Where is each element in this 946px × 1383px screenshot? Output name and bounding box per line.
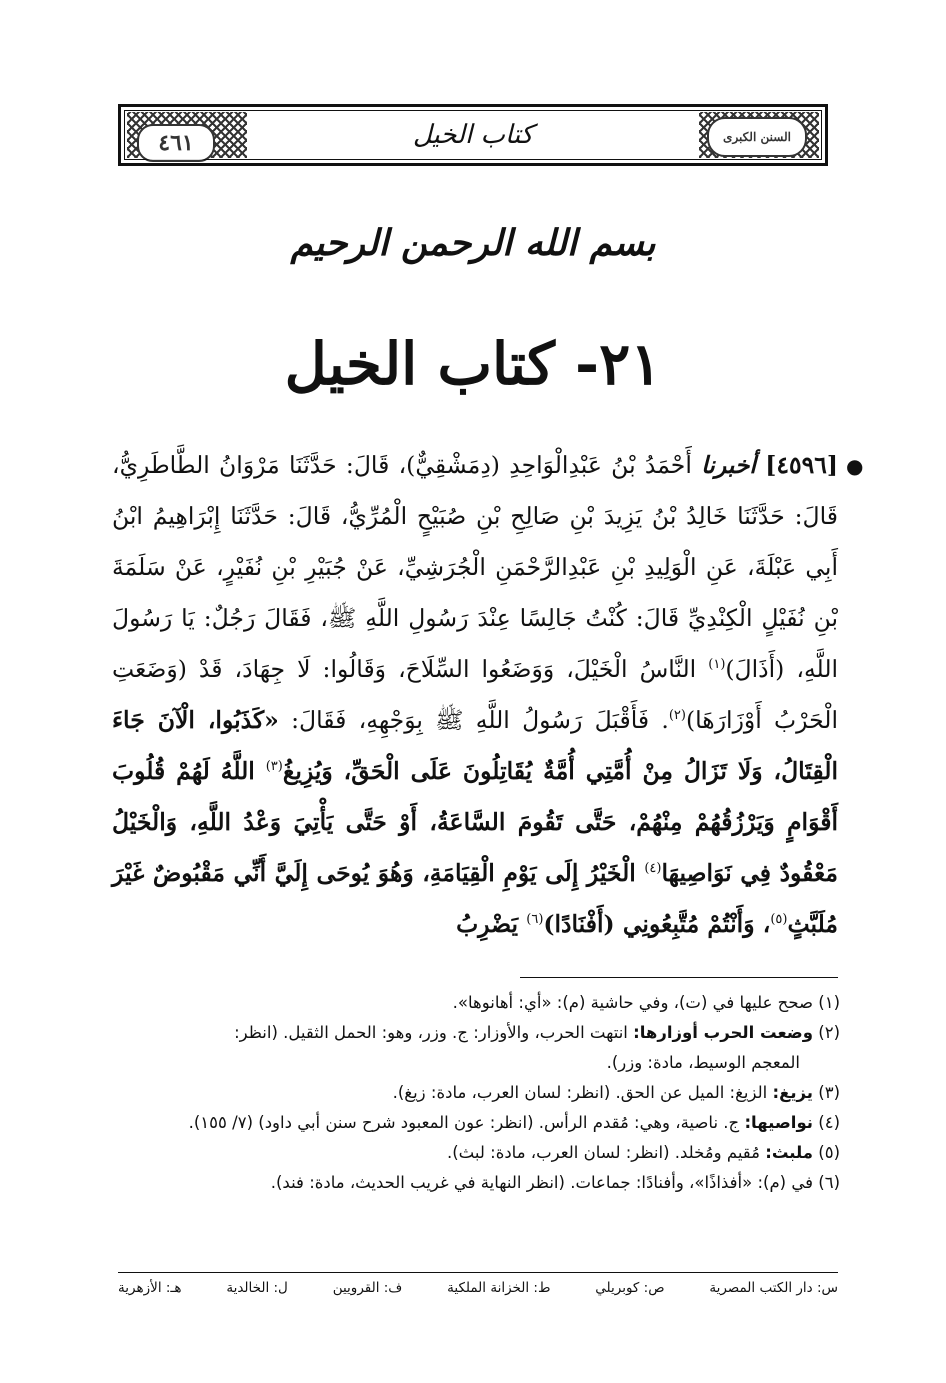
footnote-1: (١) صحح عليها في (ت)، وفي حاشية (م): «أي: أهانوها». (452, 993, 840, 1012)
chapter-title: ٢١- كتاب الخيل (284, 330, 662, 398)
prophet-saying-1: «كَذَبُوا، الْآنَ جَاءَ الْقِتَالُ، وَلَا تَزَالُ مِنْ أُمَّتِي أُمَّةٌ يُقَاتِلُونَ عَلَى الْحَقِّ، وَيُزِيغُ (112, 706, 838, 785)
footnote-ref-1[interactable]: (١) (708, 657, 726, 673)
header-ornament-left (127, 112, 247, 158)
prophet-saying-4: ، وَأَنْتُمْ مُتَّبِعُونِي (أَفْنَادًا) (543, 910, 771, 938)
prophet-saying-3: الْخَيْرُ إِلَى يَوْمِ الْقِيَامَةِ، وَهُوَ يُوحَى إِلَيَّ أَنِّي مَقْبُوضٌ غَيْرَ مُلَبَّثٍ (112, 859, 838, 938)
footnote-divider (520, 977, 838, 978)
akhbarana-word: أخبرنا (701, 451, 756, 479)
footnote-ref-6[interactable]: (٦) (526, 912, 544, 928)
prophet-saying-2: اللَّهُ لَهُمْ قُلُوبَ أَقْوَامٍ وَيَرْزُقُهُمْ مِنْهُمْ، حَتَّى تَقُومَ السَّاعَةُ، أَوْ حَتَّى يَأْتِيَ وَعْدُ اللَّهِ، وَالْخَيْلُ مَعْقُودٌ فِي نَوَاصِيهَا (112, 757, 838, 887)
prophet-saying-5: يَضْرِبُ (456, 910, 527, 938)
matn-text-1: النَّاسُ الْخَيْلَ، وَوَضَعُوا السِّلَاحَ، وَقَالُوا: لَا جِهَادَ، قَدْ (وَضَعَتِ الْحَرْبُ أَوْزَارَهَا) (112, 655, 838, 734)
footnote-ref-2[interactable]: (٢) (668, 708, 686, 724)
running-title: كتاب الخيل (412, 120, 534, 150)
siglum-item: س: دار الكتب المصرية (709, 1280, 838, 1296)
footnote-4: (٤) نواصيها: ج. ناصية، وهي: مُقدم الرأس. (انظر: عون المعبود شرح سنن أبي داود) (٧/ ١٥٥). (188, 1113, 840, 1132)
footnote-ref-4[interactable]: (٤) (644, 861, 662, 877)
footnotes (118, 988, 840, 1198)
footnote-3: (٣) يزيغ: الزيغ: الميل عن الحق. (انظر: لسان العرب، مادة: زيغ). (392, 1083, 840, 1102)
footnote-ref-3[interactable]: (٣) (265, 759, 283, 775)
hadith-text (112, 440, 838, 950)
bullet-icon: ● (846, 454, 864, 478)
matn-text-2: . فَأَقْبَلَ رَسُولُ اللَّهِ ﷺ بِوَجْهِهِ، فَقَالَ: (291, 706, 669, 734)
footnote-2: (٢) وضعت الحرب أوزارها: انتهت الحرب، والأوزار: ج. وزر، وهو: الحمل الثقيل. (انظر: (234, 1023, 840, 1042)
page-number: ٤٦١ (137, 124, 215, 162)
footnote-5: (٥) ملبث: مُقيم ومُخلد. (انظر: لسان العرب، مادة: لبث). (447, 1143, 840, 1162)
manuscript-sigla (118, 1280, 838, 1296)
header-ornament-right (699, 112, 819, 158)
hadith-number: [٤٥٩٦] (765, 451, 838, 479)
siglum-item: ط: الخزانة الملكية (447, 1280, 551, 1296)
footnote-2-continued: المعجم الوسيط، مادة: وزر). (606, 1053, 800, 1072)
footnote-6: (٦) في (م): «أفذاذًا»، وأفنادًا: جماعات. (انظر النهاية في غريب الحديث، مادة: فند). (270, 1173, 840, 1192)
basmala-calligraphy: بسم الله الرحمن الرحيم (290, 222, 656, 264)
siglum-item: ل: الخالدية (226, 1280, 288, 1296)
footnote-ref-5[interactable]: (٥) (770, 912, 788, 928)
siglum-item: هـ: الأزهرية (118, 1280, 182, 1296)
book-emblem-icon: السنن الكبرى (707, 117, 807, 157)
sigla-divider (118, 1272, 838, 1273)
running-header (118, 104, 828, 166)
siglum-item: ص: كوبريلي (595, 1280, 665, 1296)
siglum-item: ف: القرويين (332, 1280, 403, 1296)
isnad-text: أَحْمَدُ بْنُ عَبْدِالْوَاحِدِ (دِمَشْقِيٌّ)، قَالَ: حَدَّثَنَا مَرْوَانُ الطَّاطَرِيُّ، قَالَ: حَدَّثَنَا خَالِدُ بْنُ يَزِيدَ بْنِ صَالِحِ بْنِ صُبَيْحٍ الْمُرِّيُّ، قَالَ: حَدَّثَنَا إِبْرَاهِيمُ ابْنُ أَبِي عَبْلَةَ، عَنِ الْوَلِيدِ بْنِ عَبْدِالرَّحْمَنِ الْجُرَشِيِّ، عَنْ جُبَيْرِ بْنِ نُفَيْرٍ، عَنْ سَلَمَةَ بْنِ نُفَيْلٍ الْكِنْدِيِّ قَالَ: كُنْتُ جَالِسًا عِنْدَ رَسُولِ اللَّهِ ﷺ، فَقَالَ رَجُلٌ: يَا رَسُولَ اللَّهِ، (أَذَالَ) (112, 451, 839, 683)
